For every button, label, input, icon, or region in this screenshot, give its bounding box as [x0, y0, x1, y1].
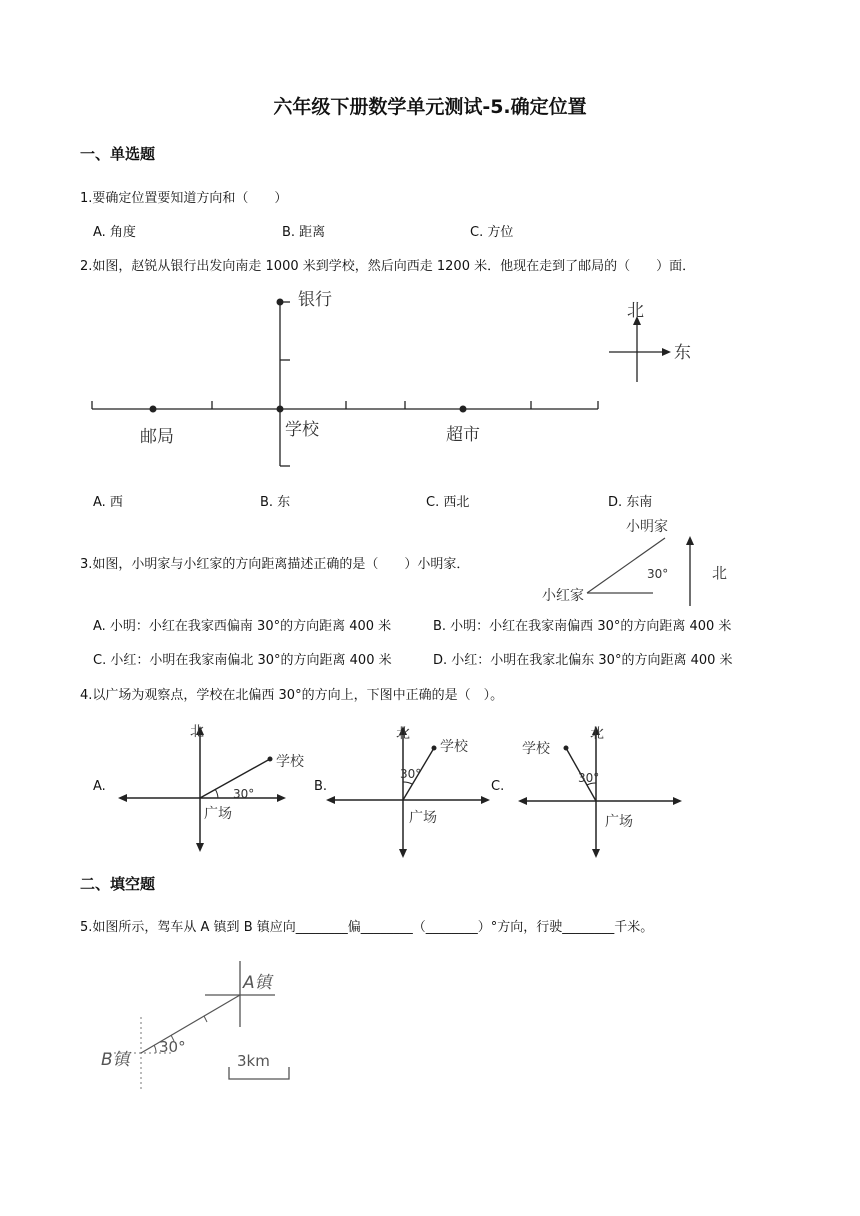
label-angle: 30° [647, 567, 669, 581]
post-office-point [150, 406, 157, 413]
q2-option-b[interactable]: B. 东 [260, 495, 291, 510]
label-north: 北 [590, 726, 604, 742]
label-north: 北 [190, 724, 204, 740]
q2-option-a[interactable]: A. 西 [93, 495, 123, 510]
label-xiaoming: 小明家 [626, 519, 668, 535]
q3-option-a[interactable]: A. 小明：小红在我家西偏南 30°的方向距离 400 米 [93, 619, 392, 634]
q1-option-b[interactable]: B. 距离 [282, 225, 326, 240]
label-post-office: 邮局 [140, 427, 174, 447]
q4-figure-a [110, 718, 304, 858]
label-angle: 30° [578, 771, 600, 785]
q3-figure [530, 510, 750, 610]
compass-east: 东 [674, 343, 691, 363]
q4-option-b[interactable]: B. [314, 779, 328, 794]
label-angle: 30° [159, 1038, 186, 1056]
section-heading-single-choice: 一、单选题 [80, 145, 156, 163]
question-3: 3.如图，小明家与小红家的方向距离描述正确的是（ ）小明家． [80, 557, 470, 572]
question-4: 4.以广场为观察点，学校在北偏西 30°的方向上，下图中正确的是（ ）。 [80, 688, 504, 703]
label-north: 北 [712, 564, 728, 582]
label-b-town: B镇 [101, 1050, 130, 1070]
label-market: 超市 [446, 425, 480, 445]
q3-option-d[interactable]: D. 小红：小明在我家北偏东 30°的方向距离 400 米 [433, 653, 733, 668]
q4-option-a[interactable]: A. [93, 779, 106, 794]
page-title: 六年级下册数学单元测试-5.确定位置 [273, 96, 587, 118]
label-school: 学校 [440, 739, 468, 755]
school-point [277, 406, 284, 413]
label-angle: 30° [400, 767, 422, 781]
q4-figure-b [318, 718, 498, 858]
label-square: 广场 [605, 814, 633, 830]
q4-figure-c [510, 718, 690, 858]
q3-option-b[interactable]: B. 小明：小红在我家南偏西 30°的方向距离 400 米 [433, 619, 732, 634]
label-school: 学校 [276, 754, 304, 770]
q2-option-c[interactable]: C. 西北 [426, 495, 470, 510]
q4-option-c[interactable]: C. [491, 779, 505, 794]
q1-option-a[interactable]: A. 角度 [93, 225, 136, 240]
market-point [460, 406, 467, 413]
label-bank: 银行 [298, 290, 332, 310]
question-5: 5.如图所示，驾车从 A 镇到 B 镇应向________偏________（________）°方向，行驶________千米。 [80, 920, 654, 935]
label-scale: 3km [237, 1052, 270, 1070]
label-school: 学校 [522, 741, 550, 757]
label-a-town: A镇 [243, 973, 272, 993]
q1-option-c[interactable]: C. 方位 [470, 225, 514, 240]
label-xiaohong: 小红家 [542, 588, 584, 604]
label-square: 广场 [409, 810, 437, 826]
label-school: 学校 [285, 420, 319, 440]
question-1: 1.要确定位置要知道方向和（ ） [80, 191, 288, 206]
q3-option-c[interactable]: C. 小红：小明在我家南偏北 30°的方向距离 400 米 [93, 653, 392, 668]
label-square: 广场 [204, 806, 232, 822]
question-2: 2.如图，赵锐从银行出发向南走 1000 米到学校，然后向西走 1200 米．他现在走到了邮局的（ ）面． [80, 259, 696, 274]
label-angle: 30° [233, 787, 255, 801]
q2-figure [0, 280, 860, 480]
section-heading-fill-in: 二、填空题 [80, 875, 156, 893]
compass-north: 北 [627, 301, 644, 321]
q2-option-d[interactable]: D. 东南 [608, 495, 653, 510]
q5-figure [95, 955, 315, 1095]
label-north: 北 [396, 726, 410, 742]
